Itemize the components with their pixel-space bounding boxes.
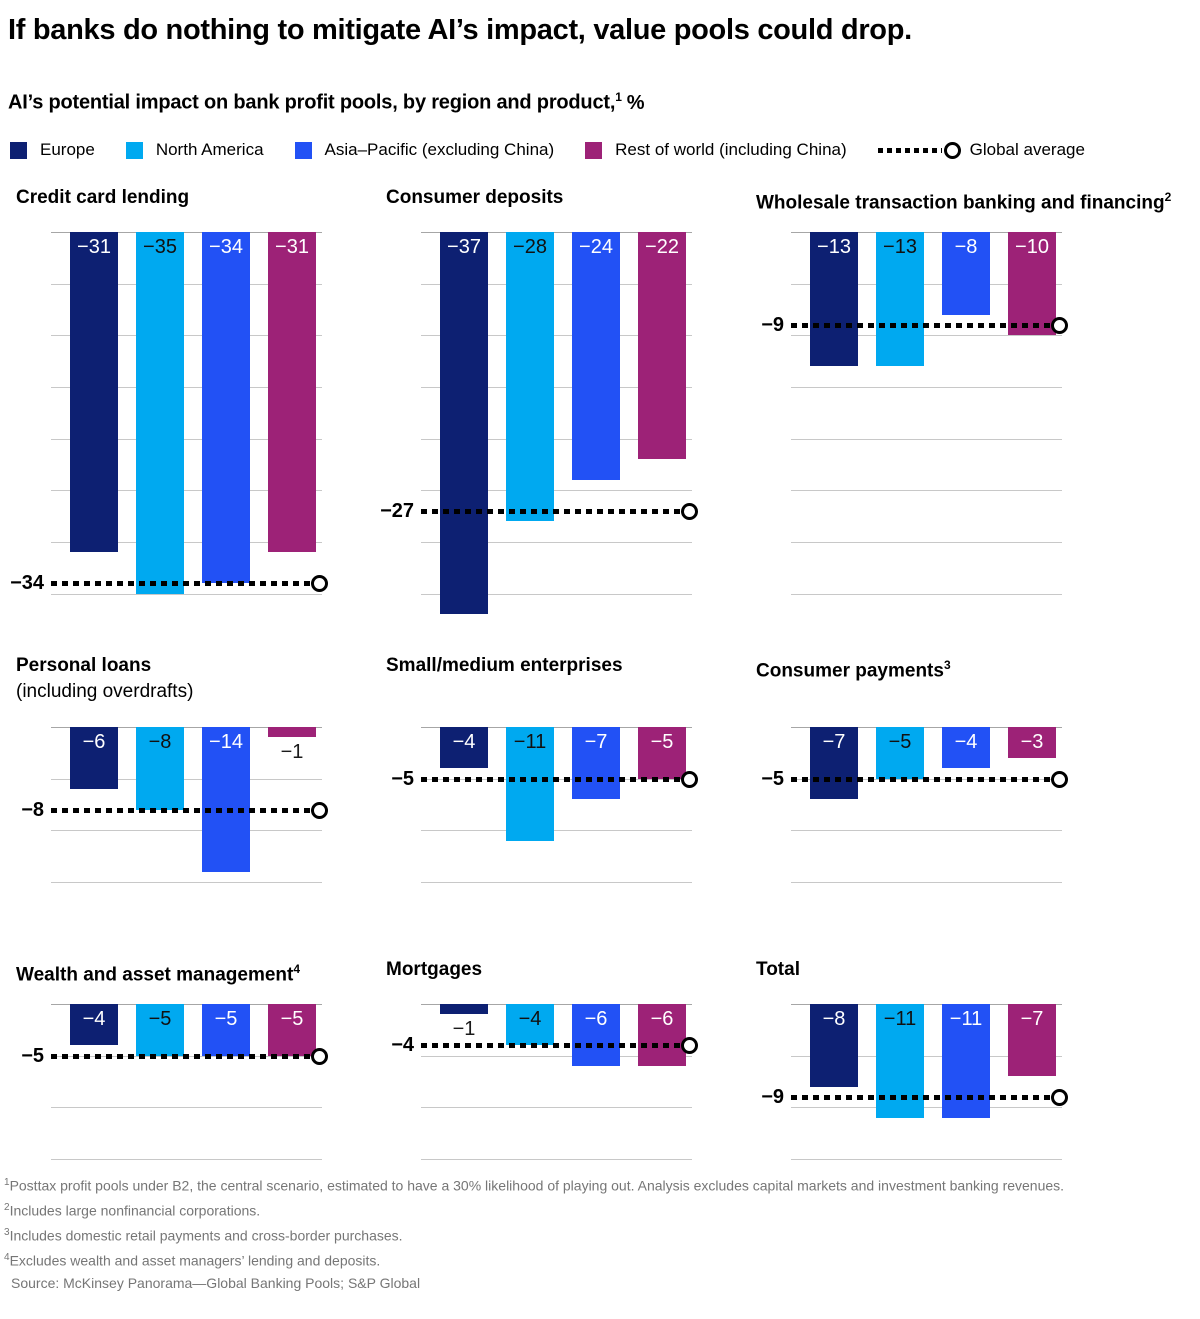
footnote	[4, 1222, 1132, 1247]
bar-europe	[440, 1004, 488, 1014]
footnote	[4, 1247, 1132, 1272]
bar-value-label: −31	[77, 236, 111, 258]
panel-footnote-ref: 2	[1164, 190, 1172, 204]
bar-value-label: −28	[513, 236, 547, 258]
panel-wealth-and-asset-management	[0, 952, 340, 1067]
global-average-line	[51, 581, 322, 586]
gridline	[791, 387, 1062, 388]
global-average-line	[421, 777, 692, 782]
asia-pacific-excluding-china-swatch-icon	[295, 142, 312, 159]
bar-value-label: −11	[513, 731, 547, 753]
footnote-text: Posttax profit pools under B2, the central scenario, estimated to have a 30% likelihood of playing out. Analysis excludes capital markets and investment banking revenues.	[9, 1177, 1065, 1194]
legend-label: Europe	[40, 140, 95, 159]
gridline	[421, 1107, 692, 1108]
panel-chart-area	[761, 727, 1062, 882]
bar-value-label: −5	[280, 1008, 304, 1030]
gridline	[51, 882, 322, 883]
legend-item-global-average	[878, 140, 1085, 160]
global-average-line	[421, 1043, 692, 1048]
global-average-line	[51, 1054, 322, 1059]
gridline	[51, 830, 322, 831]
panel-chart-area	[761, 1004, 1062, 1159]
panel-title	[386, 653, 710, 678]
bar-value-label: −8	[954, 236, 978, 258]
gridline	[791, 490, 1062, 491]
panel-small-medium-enterprises	[370, 648, 710, 790]
global-average-value: −5	[21, 1045, 44, 1067]
gridline	[421, 882, 692, 883]
panel-title	[16, 185, 340, 210]
panel-title-text: Small/medium enterprises	[386, 655, 623, 676]
bar-value-label: −4	[954, 731, 978, 753]
bar-value-label: −31	[275, 236, 309, 258]
footnote-ref: 2	[4, 1202, 10, 1214]
gridline	[51, 1159, 322, 1160]
panel-footnote-ref: 3	[943, 658, 951, 672]
global-average-line	[791, 323, 1062, 328]
gridline	[791, 439, 1062, 440]
footnote	[4, 1197, 1132, 1222]
bar-value-label: −4	[518, 1008, 542, 1030]
panel-title	[386, 957, 710, 982]
panel-chart-area	[380, 232, 692, 594]
gridline	[791, 542, 1062, 543]
panel-subtitle: (including overdrafts)	[16, 681, 194, 702]
legend	[10, 140, 1085, 160]
global-average-dashed-line-icon	[878, 148, 942, 153]
gridline	[51, 594, 322, 595]
panel-title-text: Personal loans	[16, 655, 152, 676]
footnotes	[4, 1172, 1132, 1295]
north-america-swatch-icon	[126, 142, 143, 159]
bar-value-label: −7	[822, 731, 846, 753]
bar-value-label: −11	[883, 1008, 917, 1030]
global-average-marker-icon	[944, 142, 961, 159]
global-average-value: −34	[10, 572, 44, 594]
panel-personal-loans	[0, 648, 340, 821]
legend-label: Rest of world (including China)	[615, 140, 847, 159]
bar-value-label: −13	[883, 236, 917, 258]
panel-chart-area	[391, 727, 692, 882]
global-average-line	[791, 777, 1062, 782]
bar-value-label: −13	[817, 236, 851, 258]
bar-value-label: −6	[650, 1008, 674, 1030]
footnote-ref: 3	[4, 1227, 10, 1239]
global-average-value: −27	[380, 500, 414, 522]
bar-asia-pacific-excluding-china	[572, 232, 620, 480]
panel-title	[756, 653, 1080, 683]
legend-label: North America	[155, 140, 264, 159]
panel-mortgages	[370, 952, 710, 1056]
global-average-line	[791, 1095, 1062, 1100]
bar-value-label: −1	[280, 741, 304, 763]
bar-asia-pacific-excluding-china	[202, 232, 250, 583]
global-average-marker	[311, 575, 328, 592]
bar-value-label: −7	[1020, 1008, 1044, 1030]
global-average-value: −4	[391, 1034, 414, 1056]
chart-unit: %	[626, 91, 645, 114]
panel-total	[740, 952, 1080, 1108]
bar-value-label: −10	[1015, 236, 1049, 258]
panel-title-text: Credit card lending	[16, 187, 190, 208]
global-average-value: −5	[391, 768, 414, 790]
bar-north-america	[136, 232, 184, 594]
bar-north-america	[506, 232, 554, 521]
subtitle-footnote-ref: 1	[615, 90, 622, 104]
legend-item-north-america	[126, 140, 264, 160]
bar-value-label: −3	[1020, 731, 1044, 753]
gridline	[51, 1107, 322, 1108]
legend-label: Global average	[969, 140, 1085, 159]
chart-subtitle	[8, 90, 1158, 115]
gridline	[421, 1159, 692, 1160]
rest-of-world-including-china-swatch-icon	[585, 142, 602, 159]
global-average-marker	[311, 802, 328, 819]
source-line: Source: McKinsey Panorama—Global Banking Pools; S&P Global	[11, 1275, 421, 1292]
global-average-marker	[681, 1037, 698, 1054]
footnote	[4, 1172, 1132, 1197]
bar-rest-of-world-including-china	[268, 727, 316, 737]
legend-item-rest-of-world-including-china	[585, 140, 847, 160]
panel-title-text: Mortgages	[386, 959, 483, 980]
global-average-marker	[1051, 317, 1068, 334]
panel-chart-area	[10, 232, 322, 594]
panel-wholesale-transaction-banking-and-financing	[740, 180, 1172, 336]
bar-value-label: −1	[452, 1018, 476, 1040]
panel-title	[16, 653, 340, 678]
bar-rest-of-world-including-china	[268, 232, 316, 552]
panel-consumer-deposits	[370, 180, 710, 522]
global-average-marker	[1051, 1089, 1068, 1106]
panel-title-text: Consumer deposits	[386, 187, 564, 208]
panel-title-text: Wholesale transaction banking and financing	[756, 192, 1165, 214]
global-average-marker	[681, 771, 698, 788]
global-average-marker	[681, 503, 698, 520]
bar-value-label: −5	[148, 1008, 172, 1030]
bar-value-label: −5	[888, 731, 912, 753]
panel-title-text: Total	[756, 959, 800, 980]
bar-value-label: −5	[650, 731, 674, 753]
global-average-value: −9	[761, 314, 784, 336]
panel-credit-card-lending	[0, 180, 340, 594]
panel-title-text: Wealth and asset management	[16, 964, 294, 986]
bar-value-label: −11	[949, 1008, 983, 1030]
gridline	[421, 830, 692, 831]
gridline	[791, 882, 1062, 883]
global-average-line	[51, 808, 322, 813]
bar-value-label: −4	[82, 1008, 106, 1030]
footnote-text: Excludes wealth and asset managers’ lending and deposits.	[9, 1252, 381, 1269]
global-average-marker	[1051, 771, 1068, 788]
bar-value-label: −37	[447, 236, 481, 258]
panel-chart-area	[21, 727, 322, 882]
bar-europe	[70, 232, 118, 552]
gridline	[791, 1107, 1062, 1108]
global-average-line	[421, 509, 692, 514]
bar-europe	[440, 232, 488, 614]
chart-subtitle-text: AI’s potential impact on bank profit pools, by region and product,	[8, 91, 616, 114]
panel-chart-area	[21, 1004, 322, 1159]
legend-label: Asia–Pacific (excluding China)	[324, 140, 555, 159]
bar-value-label: −22	[645, 236, 679, 258]
panel-title	[756, 957, 1080, 982]
panel-title-text: Consumer payments	[756, 660, 944, 682]
global-average-value: −5	[761, 768, 784, 790]
bar-value-label: −35	[143, 236, 177, 258]
gridline	[791, 830, 1062, 831]
global-average-value: −8	[21, 799, 44, 821]
bar-value-label: −6	[82, 731, 106, 753]
bar-rest-of-world-including-china	[638, 232, 686, 459]
bar-value-label: −34	[209, 236, 243, 258]
panel-footnote-ref: 4	[293, 962, 301, 976]
gridline	[791, 594, 1062, 595]
panel-chart-area	[391, 1004, 692, 1159]
legend-item-asia-pacific-excluding-china	[295, 140, 555, 160]
global-average-value: −9	[761, 1086, 784, 1108]
panel-consumer-payments	[740, 648, 1080, 790]
bar-value-label: −14	[209, 731, 243, 753]
europe-swatch-icon	[10, 142, 27, 159]
gridline	[791, 1159, 1062, 1160]
bar-value-label: −8	[822, 1008, 846, 1030]
global-average-marker	[311, 1048, 328, 1065]
page-title: If banks do nothing to mitigate AI’s impact, value pools could drop.	[8, 14, 912, 46]
panel-title	[386, 185, 710, 210]
legend-item-europe	[10, 140, 95, 160]
bar-value-label: −24	[579, 236, 613, 258]
bar-value-label: −7	[584, 731, 608, 753]
bar-value-label: −4	[452, 731, 476, 753]
panel-title	[16, 957, 340, 987]
panel-chart-area	[761, 232, 1062, 594]
footnote-text: Includes domestic retail payments and cross-border purchases.	[9, 1227, 403, 1244]
bar-value-label: −8	[148, 731, 172, 753]
panel-title	[756, 185, 1172, 215]
bar-value-label: −5	[214, 1008, 238, 1030]
bar-value-label: −6	[584, 1008, 608, 1030]
footnote-ref: 1	[4, 1177, 10, 1188]
footnote-text: Includes large nonfinancial corporations.	[9, 1202, 261, 1219]
footnote-ref: 4	[4, 1252, 10, 1264]
